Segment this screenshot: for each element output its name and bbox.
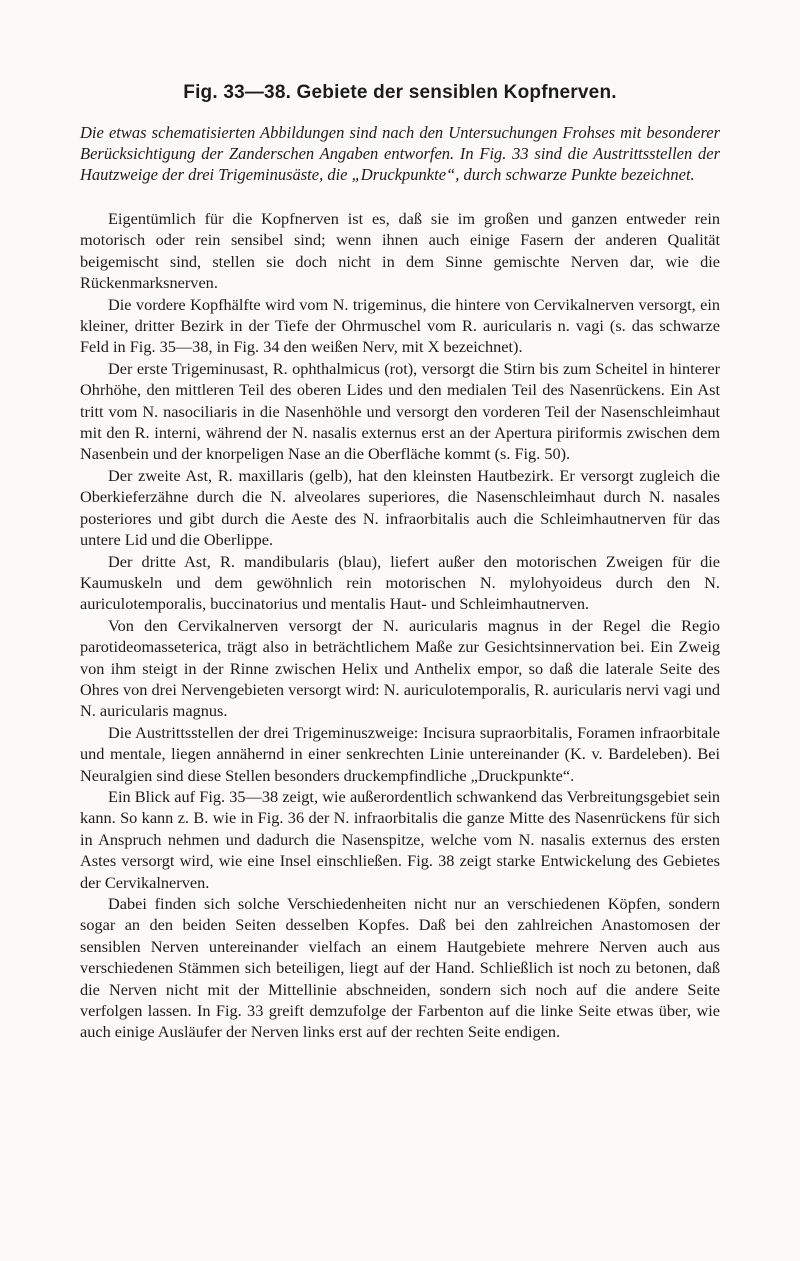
paragraph: Dabei finden sich solche Verschiedenheiten nicht nur an verschiedenen Köpfen, sondern sogar an den beiden Seiten desselben Kopfes. Daß bei den zahlreichen Anastomosen der sensiblen Nerven untereinander vielfach an einem Hautgebiete mehrere Nerven auch aus verschiedenen Stämmen sich beteiligen, liegt auf der Hand. Schließlich ist noch zu betonen, daß die Nerven nicht mit der Mittellinie abschneiden, sondern sich noch auf die andere Seite verfolgen lassen. In Fig. 33 greift demzufolge der Farbenton auf die linke Seite etwas über, wie auch einige Ausläufer der Nerven links erst auf der rechten Seite endigen. — [80, 894, 720, 1042]
paragraph: Die vordere Kopfhälfte wird vom N. trigeminus, die hintere von Cervikalnerven versorgt, ein kleiner, dritter Bezirk in der Tiefe der Ohrmuschel vom R. auricularis n. vagi (s. das schwarze Feld in Fig. 35—38, in Fig. 34 den weißen Nerv, mit X bezeichnet). — [80, 294, 720, 357]
paragraph: Von den Cervikalnerven versorgt der N. auricularis magnus in der Regel die Regio parotideomasseterica, trägt also in beträchtlichem Maße zur Gesichtsinnervation bei. Ein Zweig von ihm steigt in der Rinne zwischen Helix und Anthelix empor, so daß die laterale Seite des Ohres von drei Nervengebieten versorgt wird: N. auriculotemporalis, R. auricularis nervi vagi und N. auricularis magnus. — [80, 615, 720, 721]
page-heading: Fig. 33—38. Gebiete der sensiblen Kopfnerven. — [183, 82, 617, 103]
paragraph: Eigentümlich für die Kopfnerven ist es, daß sie im großen und ganzen entweder rein motorisch oder rein sensibel sind; wenn ihnen auch einige Fasern der anderen Qualität beigemischt sind, stellen sie doch nicht in dem Sinne gemischte Nerven dar, wie die Rückenmarksnerven. — [80, 209, 720, 293]
paragraph: Der erste Trigeminusast, R. ophthalmicus (rot), versorgt die Stirn bis zum Scheitel in hinterer Ohrhöhe, den mittleren Teil des oberen Lides und den medialen Teil des Nasenrückens. Ein Ast tritt vom N. nasociliaris in die Nasenhöhle und versorgt den vorderen Teil der Nasenschleimhaut mit den R. interni, während der N. nasalis externus erst an der Apertura piriformis zwischen dem Nasenbein und der knorpeligen Nase an die Oberfläche kommt (s. Fig. 50). — [80, 358, 720, 464]
paragraph: Ein Blick auf Fig. 35—38 zeigt, wie außerordentlich schwankend das Verbreitungsgebiet sein kann. So kann z. B. wie in Fig. 36 der N. infraorbitalis die ganze Mitte des Nasenrückens für sich in Anspruch nehmen und dadurch die Nasenspitze, welche vom N. nasalis externus des ersten Astes versorgt wird, wie eine Insel einschließen. Fig. 38 zeigt starke Entwickelung des Gebietes der Cervikalnerven. — [80, 786, 720, 892]
body-text — [80, 208, 720, 1043]
paragraph: Der zweite Ast, R. maxillaris (gelb), hat den kleinsten Hautbezirk. Er versorgt zugleich die Oberkieferzähne durch die N. alveolares superiores, die Nasenschleimhaut durch N. nasales posteriores und gibt durch die Aeste des N. infraorbitalis auch die Schleimhautnerven für das untere Lid und die Oberlippe. — [80, 465, 720, 550]
paragraph: Die Austrittsstellen der drei Trigeminuszweige: Incisura supraorbitalis, Foramen infraorbitale und mentale, liegen annähernd in einer senkrechten Linie untereinander (K. v. Bardeleben). Bei Neuralgien sind diese Stellen besonders druckempfindliche „Druckpunkte“. — [80, 722, 720, 785]
paragraph: Der dritte Ast, R. mandibularis (blau), liefert außer den motorischen Zweigen für die Kaumuskeln und dem gewöhnlich rein motorischen N. mylohyoideus durch den N. auriculotemporalis, buccinatorius und mentalis Haut- und Schleimhautnerven. — [80, 551, 720, 614]
intro-note: Die etwas schematisierten Abbildungen sind nach den Untersuchungen Frohses mit besonderer Berücksichtigung der Zanderschen Angaben entworfen. In Fig. 33 sind die Austrittsstellen der Hautzweige der drei Trigeminusäste, die „Druckpunkte“, durch schwarze Punkte bezeichnet. — [80, 123, 720, 184]
